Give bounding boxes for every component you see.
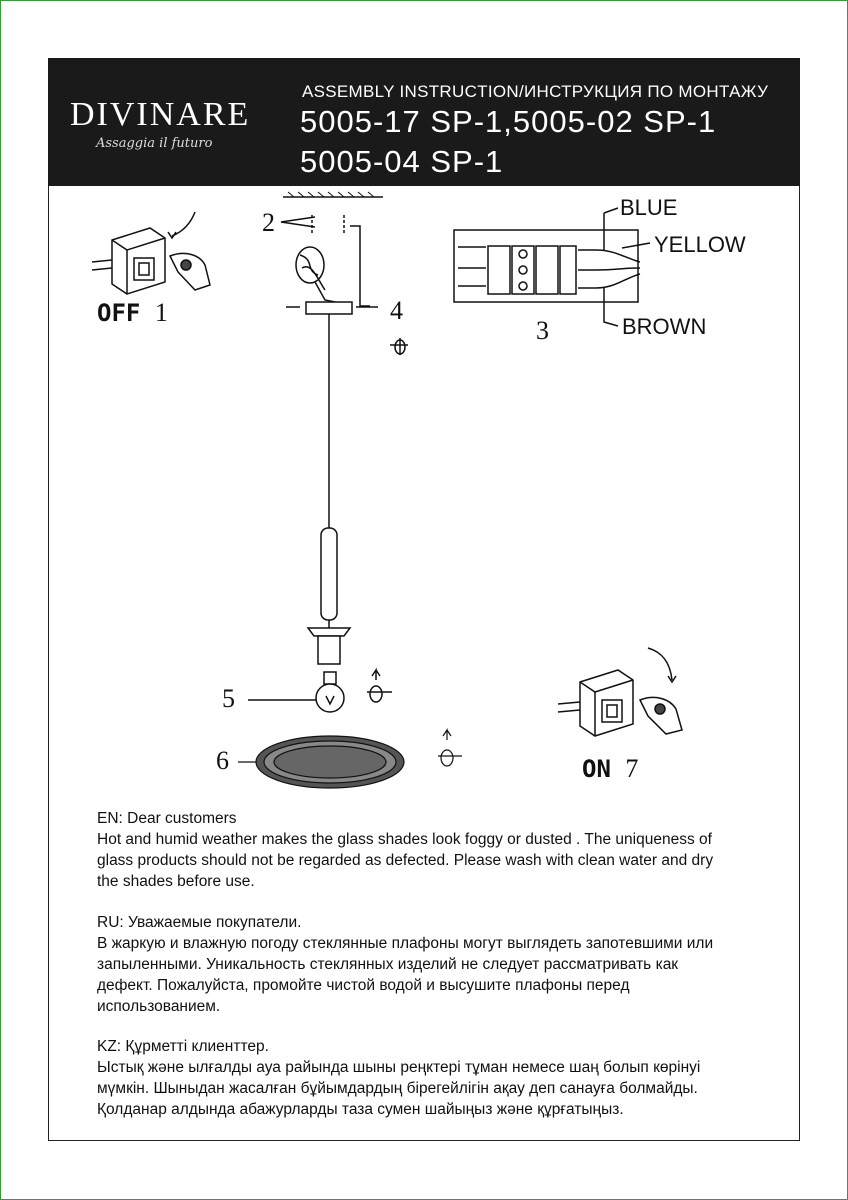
brand-tagline: Assaggia il futuro bbox=[96, 136, 213, 151]
step-1-number: 1 bbox=[154, 298, 168, 327]
note-en-title: EN: Dear customers bbox=[97, 810, 237, 827]
note-en bbox=[97, 808, 737, 892]
switch-off-icon bbox=[92, 212, 210, 294]
ceiling-mount-icon bbox=[281, 192, 408, 664]
step-6-number: 6 bbox=[216, 746, 229, 775]
step-2-number: 2 bbox=[262, 208, 275, 237]
wire-brown-label: BROWN bbox=[622, 314, 707, 339]
note-en-body: Hot and humid weather makes the glass shades look foggy or dusted . The uniqueness of glass products should not be regarded as defected. Please wash with clean water and dry the shades before use. bbox=[97, 831, 714, 890]
switch-on-icon bbox=[558, 648, 682, 736]
step-1-off-label bbox=[97, 298, 168, 328]
note-kz-title: KZ: Құрметті клиенттер. bbox=[97, 1038, 269, 1055]
step-3-number: 3 bbox=[536, 316, 549, 345]
glass-shade-icon bbox=[238, 730, 462, 788]
light-bulb-icon bbox=[248, 670, 392, 712]
note-kz-body: Ыстық және ылғалды ауа райында шыны реңктері тұман немесе шаң болып көрінуі мүмкін. Шыныдан жасалған бұйымдардың бірегейлігін ақау деп санауға болмайды. Қолданар алдында абажурларды таза сумен шайыңыз және құрғатыңыз. bbox=[97, 1059, 701, 1118]
model-line-1: 5005-17 SP-1,5005-02 SP-1 bbox=[300, 104, 717, 139]
wire-yellow-label: YELLOW bbox=[654, 232, 746, 257]
step-5-number: 5 bbox=[222, 684, 235, 713]
model-line-2: 5005-04 SP-1 bbox=[300, 144, 504, 179]
note-kz bbox=[97, 1036, 737, 1120]
wire-blue-label: BLUE bbox=[620, 195, 678, 220]
step-7-on-label bbox=[582, 754, 638, 784]
step-4-number: 4 bbox=[390, 296, 403, 325]
brand-logo: DIVINARE bbox=[70, 96, 251, 133]
note-ru-title: RU: Уважаемые покупатели. bbox=[97, 914, 302, 931]
step-7-number: 7 bbox=[625, 754, 639, 783]
note-ru bbox=[97, 912, 737, 1017]
on-text: ON bbox=[582, 755, 611, 783]
note-ru-body: В жаркую и влажную погоду стеклянные плафоны могут выглядеть запотевшими или запыленными. Уникальность стеклянных изделий не следует рассматривать как дефект. Пожалуйста, промойте чистой водой и высушите плафоны перед использованием. bbox=[97, 935, 714, 1015]
terminal-block-icon bbox=[454, 208, 650, 326]
off-text: OFF bbox=[97, 299, 141, 327]
instruction-subtitle: ASSEMBLY INSTRUCTION/ИНСТРУКЦИЯ ПО МОНТАЖУ bbox=[302, 82, 769, 101]
